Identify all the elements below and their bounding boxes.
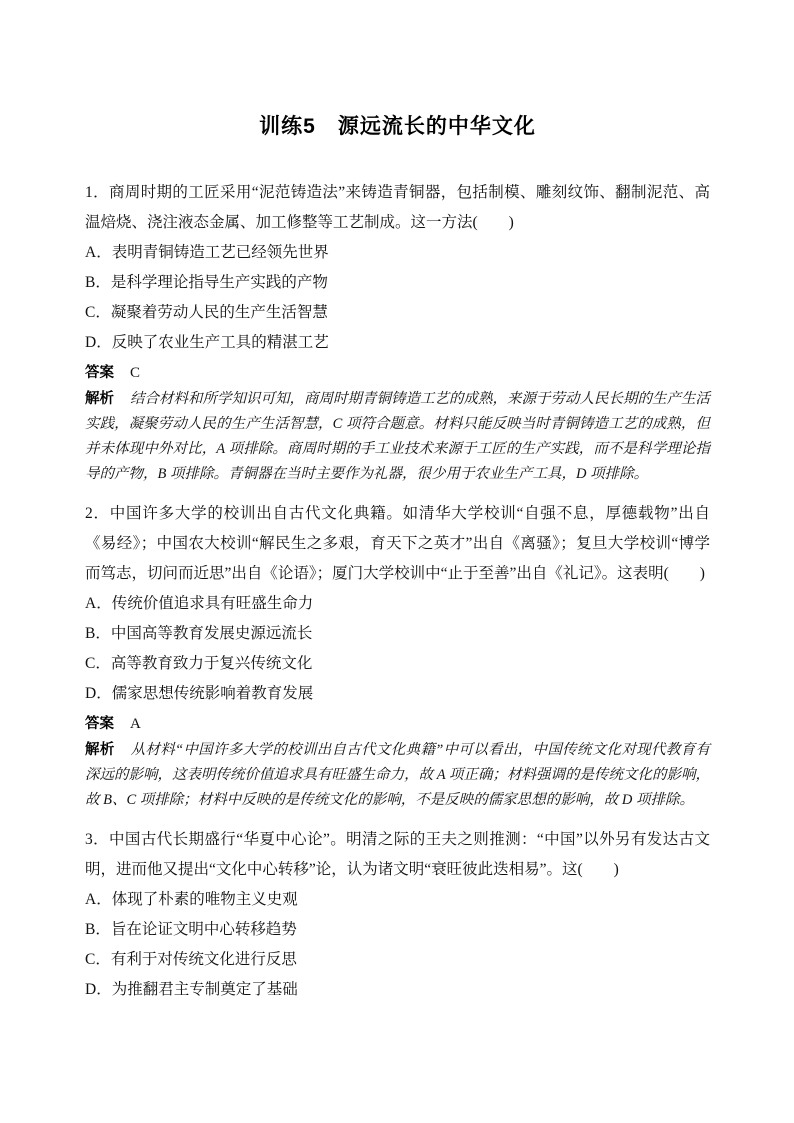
- answer-row: [85, 360, 710, 386]
- answer-value: C: [130, 365, 141, 381]
- question-block-2: [85, 499, 710, 813]
- option-b: B．是科学理论指导生产实践的产物: [85, 274, 328, 291]
- question-stem: 2．中国许多大学的校训出自古代文化典籍。如清华大学校训“自强不息，厚德载物”出自《易经》；中国农大校训“解民生之多艰，育天下之英才”出自《离骚》；复旦大学校训“博学而笃志，切问而近思”出自《论语》；厦门大学校训中“止于至善”出自《礼记》。这表明( ): [85, 505, 710, 582]
- page-title: 训练5 源远流长的中华文化: [259, 115, 536, 138]
- analysis-text: 从材料“中国许多大学的校训出自古代文化典籍”中可以看出，中国传统文化对现代教育有深远的影响，这表明传统价值追求具有旺盛生命力，故 A 项正确；材料强调的是传统文化的影响，故 B、C 项排除；材料中反映的是传统文化的影响，不是反映的儒家思想的影响，故 D 项排除。: [85, 742, 711, 808]
- question-block-3: [85, 825, 710, 1005]
- option-c: C．有利于对传统文化进行反思: [85, 951, 297, 968]
- option-d: D．为推翻君主专制奠定了基础: [85, 981, 298, 998]
- option-d: D．反映了农业生产工具的精湛工艺: [85, 334, 329, 351]
- answer-label: 答案: [85, 365, 114, 381]
- option-a: A．体现了朴素的唯物主义史观: [85, 891, 298, 908]
- question-stem: 1．商周时期的工匠采用“泥范铸造法”来铸造青铜器，包括制模、雕刻纹饰、翻制泥范、高温焙烧、浇注液态金属、加工修整等工艺制成。这一方法( ): [85, 184, 710, 231]
- answer-label: 答案: [85, 716, 114, 732]
- analysis-label: 解析: [85, 742, 115, 758]
- option-b: B．中国高等教育发展史源远流长: [85, 625, 313, 642]
- analysis-text: 结合材料和所学知识可知，商周时期青铜铸造工艺的成熟，来源于劳动人民长期的生产生活实践，凝聚劳动人民的生产生活智慧，C 项符合题意。材料只能反映当时青铜铸造工艺的成熟，但并未体现中外对比，A 项排除。商周时期的手工业技术来源于工匠的生产实践，而不是科学理论指导的产物，B 项排除。青铜器在当时主要作为礼器，很少用于农业生产工具，D 项排除。: [85, 391, 710, 482]
- question-stem: 3．中国古代长期盛行“华夏中心论”。明清之际的王夫之则推测：“中国”以外另有发达古文明，进而他又提出“文化中心转移”论，认为诸文明“衰旺彼此迭相易”。这( ): [85, 831, 710, 878]
- option-c: C．凝聚着劳动人民的生产生活智慧: [85, 304, 328, 321]
- option-b: B．旨在论证文明中心转移趋势: [85, 921, 297, 938]
- question-block-1: [85, 178, 710, 487]
- analysis-row: [85, 387, 710, 487]
- answer-value: A: [130, 716, 141, 732]
- analysis-row: [85, 738, 710, 813]
- option-c: C．高等教育致力于复兴传统文化: [85, 655, 313, 672]
- answer-row: [85, 711, 710, 737]
- option-d: D．儒家思想传统影响着教育发展: [85, 685, 314, 702]
- option-a: A．表明青铜铸造工艺已经领先世界: [85, 244, 329, 261]
- analysis-label: 解析: [85, 391, 114, 407]
- option-a: A．传统价值追求具有旺盛生命力: [85, 595, 314, 612]
